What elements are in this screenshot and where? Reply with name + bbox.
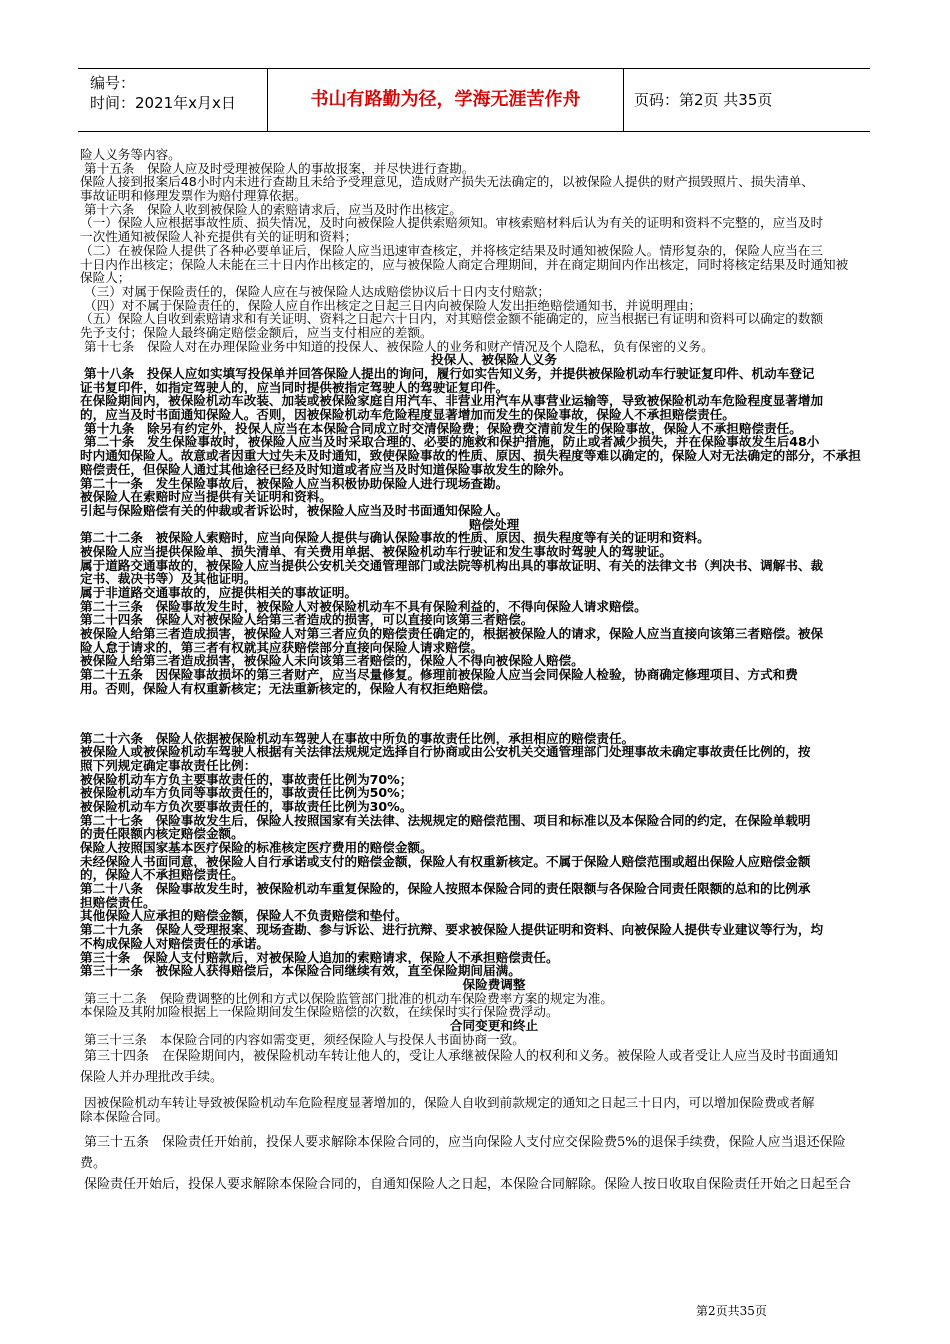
text-line: 第二十一条 发生保险事故后，被保险人应当积极协助保险人进行现场查勘。 bbox=[80, 476, 509, 491]
doc-number-label: 编号： bbox=[90, 74, 136, 92]
text-line: 第二十三条 保险事故发生时，被保险人对被保险机动车不具有保险利益的，不得向保险人请求赔偿。 bbox=[80, 599, 647, 614]
text-line: 的，保险人不承担赔偿责任。 bbox=[80, 868, 244, 883]
text-line: 第三十三条 本保险合同的内容如需变更，须经保险人与投保人书面协商一致。 bbox=[84, 1032, 525, 1047]
text-line: 第二十八条 保险事故发生时，被保险机动车重复保险的，保险人按照本保险合同的责任限额与各保险合同责任限额的总和的比例承 bbox=[80, 882, 811, 896]
text-line: 第三十二条 保险费调整的比例和方式以保险监管部门批准的机动车保险费率方案的规定为准。 bbox=[84, 991, 613, 1006]
text-line: 除本保险合同。 bbox=[80, 1110, 169, 1124]
text-line: 被保险机动车方负主要事故责任的，事故责任比例为70%； bbox=[80, 772, 413, 787]
text-line: 证书复印件，如指定驾驶人的，应当同时提供被指定驾驶人的驾驶证复印件。 bbox=[80, 380, 509, 395]
text-line: 被保险人应当提供保险单、损失清单、有关费用单据、被保险机动车行驶证和发生事故时驾驶人的驾驶证。 bbox=[80, 544, 672, 559]
text-line: （二）在被保险人提供了各种必要单证后，保险人应当迅速审查核定，并将核定结果及时通知被保险人。情形复杂的，保险人应当在三 bbox=[80, 243, 824, 258]
section-heading: 投保人、被保险人义务 bbox=[431, 353, 557, 367]
header-meta bbox=[78, 69, 268, 131]
text-line: 本保险及其附加险根据上一保险期间发生保险赔偿的次数，在续保时实行保险费浮动。 bbox=[80, 1005, 559, 1019]
section-heading: 合同变更和终止 bbox=[449, 1018, 539, 1033]
text-line: 被保险机动车方负次要事故责任的，事故责任比例为30%。 bbox=[80, 799, 413, 814]
text-line: （一）保险人应根据事故性质、损失情况，及时向被保险人提供索赔须知。审核索赔材料后认为有关的证明和资料不完整的，应当及时 bbox=[80, 216, 824, 231]
text-line: 的，应当及时书面通知保险人。否则，因被保险机动车危险程度显著增加而发生的保险事故，保险人不承担赔偿责任。 bbox=[80, 408, 735, 422]
text-line: 被保险人或被保险机动车驾驶人根据有关法律法规规定选择自行协商或由公安机关交通管理部门处理事故未确定事故责任比例的，按 bbox=[80, 745, 811, 759]
text-line: 因被保险机动车转让导致被保险机动车危险程度显著增加的，保险人自收到前款规定的通知之日起三十日内，可以增加保险费或者解 bbox=[84, 1096, 815, 1110]
text-line: 第二十五条 因保险事故损坏的第三者财产，应当尽量修复。修理前被保险人应当会同保险人检验，协商确定修理项目、方式和费 bbox=[80, 668, 798, 682]
text-line: 第十五条 保险人应及时受理被保险人的事故报案，并尽快进行查勘。 bbox=[84, 161, 475, 176]
text-line: （四）对不属于保险责任的，保险人应自作出核定之日起三日内向被保险人发出拒绝赔偿通知书，并说明理由； bbox=[84, 298, 702, 313]
header-table bbox=[78, 68, 870, 132]
section-gap bbox=[80, 696, 908, 732]
text-line: 的责任限额内核定赔偿金额。 bbox=[80, 827, 244, 841]
text-line: 险人怠于请求的，第三者有权就其应获赔偿部分直接向保险人请求赔偿。 bbox=[80, 640, 483, 655]
text-line: 引起与保险赔偿有关的仲裁或者诉讼时，被保险人应当及时书面通知保险人。 bbox=[80, 503, 509, 518]
text-line: 第二十条 发生保险事故时，被保险人应当及时采取合理的、必要的施救和保护措施，防止或者减少损失，并在保险事故发生后48小 bbox=[84, 435, 820, 450]
text-line: 被保险人给第三者造成损害，被保险人未向该第三者赔偿的，保险人不得向被保险人赔偿。 bbox=[80, 654, 584, 669]
text-line: 担赔偿责任。 bbox=[80, 895, 156, 910]
text-line: 一次性通知被保险人补充提供有关的证明和资料； bbox=[80, 230, 358, 244]
text-line: 保险人； bbox=[80, 271, 131, 285]
text-line: 保险人按照国家基本医疗保险的标准核定医疗费用的赔偿金额。 bbox=[80, 841, 433, 855]
text-line: 时内通知保险人。故意或者因重大过失未及时通知，致使保险事故的性质、原因、损失程度等难以确定的，保险人对无法确定的部分，不承担 bbox=[80, 449, 861, 463]
text-line: 第二十六条 保险人依据被保险机动车驾驶人在事故中所负的事故责任比例，承担相应的赔偿责任。 bbox=[80, 731, 635, 746]
text-line: 未经保险人书面同意，被保险人自行承诺或支付的赔偿金额，保险人有权重新核定。不属于保险人赔偿范围或超出保险人应赔偿金额 bbox=[80, 854, 811, 869]
text-line: 赔偿责任，但保险人通过其他途径已经及时知道或者应当及时知道保险事故发生的除外。 bbox=[80, 462, 572, 477]
text-line: 第二十七条 保险事故发生后，保险人按照国家有关法律、法规规定的赔偿范围、项目和标准以及本保险合同的约定，在保险单载明 bbox=[80, 813, 811, 828]
text-line: 先予支付；保险人最终确定赔偿金额后，应当支付相应的差额。 bbox=[80, 325, 433, 340]
text-line: 属于道路交通事故的，被保险人应当提供公安机关交通管理部门或法院等机构出具的事故证明、有关的法律文书（判决书、调解书、裁 bbox=[80, 558, 824, 573]
text-line: 十日内作出核定；保险人未能在三十日内作出核定的，应与被保险人商定合理期间，并在商定期间内作出核定，同时将核定结果及时通知被 bbox=[80, 257, 849, 272]
text-line: 其他保险人应承担的赔偿金额，保险人不负责赔偿和垫付。 bbox=[80, 909, 408, 924]
text-line: 事故证明和修理发票作为赔付理算依据。 bbox=[80, 189, 307, 203]
text-line: 第十六条 保险人收到被保险人的索赔请求后，应当及时作出核定。 bbox=[84, 202, 462, 217]
text-line: 费。 bbox=[80, 1155, 107, 1171]
text-line: 第三十条 保险人支付赔款后，对被保险人追加的索赔请求，保险人不承担赔偿责任。 bbox=[80, 950, 559, 965]
text-line: 第三十一条 被保险人获得赔偿后，本保险合同继续有效，直至保险期间届满。 bbox=[80, 964, 521, 978]
text-line: 险人义务等内容。 bbox=[80, 148, 181, 162]
doc-time-label: 时间：2021年x月x日 bbox=[90, 94, 236, 112]
section-heading: 保险费调整 bbox=[462, 977, 526, 992]
text-line: 照下列规定确定事故责任比例： bbox=[80, 758, 257, 773]
text-line: 第十七条 保险人对在办理保险业务中知道的投保人、被保险人的业务和财产情况及个人隐私，负有保密的义务。 bbox=[84, 339, 714, 354]
paragraph-gap bbox=[80, 1124, 908, 1132]
text-line: 属于非道路交通事故的，应提供相关的事故证明。 bbox=[80, 586, 358, 600]
text-line: 第十八条 投保人应如实填写投保单并回答保险人提出的询问，履行如实告知义务，并提供被保险机动车行驶证复印件、机动车登记 bbox=[84, 367, 815, 381]
paragraph-gap bbox=[80, 1088, 908, 1096]
text-line: 保险人并办理批改手续。 bbox=[80, 1070, 224, 1086]
text-line: 被保险机动车方负同等事故责任的，事故责任比例为50%； bbox=[80, 786, 413, 800]
header-page-number: 页码：第2页 共35页 bbox=[634, 91, 773, 109]
document-body bbox=[80, 148, 908, 1195]
text-line: 定书、裁决书等）及其他证明。 bbox=[80, 572, 257, 586]
text-line: 第二十四条 保险人对被保险人给第三者造成的损害，可以直接向该第三者赔偿。 bbox=[80, 613, 534, 628]
text-line: 第二十九条 保险人受理报案、现场查勘、参与诉讼、进行抗辩、要求被保险人提供证明和资料、向被保险人提供专业建议等行为，均 bbox=[80, 923, 824, 937]
text-line: 第三十四条 在保险期间内，被保险机动车转让他人的，受让人承继被保险人的权利和义务。被保险人或者受让人应当及时书面通知 bbox=[84, 1049, 839, 1065]
text-line: 不构成保险人对赔偿责任的承诺。 bbox=[80, 936, 269, 951]
header-motto: 书山有路勤为径，学海无涯苦作舟 bbox=[268, 69, 624, 131]
text-line: （五）保险人自收到索赔请求和有关证明、资料之日起六十日内，对其赔偿金额不能确定的，应当根据已有证明和资料可以确定的数额 bbox=[80, 312, 824, 326]
text-line: 第三十五条 保险责任开始前，投保人要求解除本保险合同的，应当向保险人支付应交保险费5%的退保手续费，保险人应当退还保险 bbox=[84, 1134, 846, 1150]
text-line: 被保险人在索赔时应当提供有关证明和资料。 bbox=[80, 490, 332, 504]
text-line: 第十九条 除另有约定外，投保人应当在本保险合同成立时交清保险费；保险费交清前发生的保险事故，保险人不承担赔偿责任。 bbox=[84, 421, 802, 436]
text-line: 被保险人给第三者造成损害，被保险人对第三者应负的赔偿责任确定的，根据被保险人的请求，保险人应当直接向该第三者赔偿。被保 bbox=[80, 627, 824, 641]
text-line: 保险人接到报案后48小时内未进行查勘且未给予受理意见，造成财产损失无法确定的，以被保险人提供的财产损毁照片、损失清单、 bbox=[80, 175, 814, 190]
footer-page-number: 第2页共35页 bbox=[696, 1304, 767, 1318]
text-line: 用。否则，保险人有权重新核定；无法重新核定的，保险人有权拒绝赔偿。 bbox=[80, 681, 496, 696]
section-heading: 赔偿处理 bbox=[468, 517, 520, 532]
text-line: 第二十二条 被保险人索赔时，应当向保险人提供与确认保险事故的性质、原因、损失程度等有关的证明和资料。 bbox=[80, 531, 710, 545]
text-line: （三）对属于保险责任的，保险人应在与被保险人达成赔偿协议后十日内支付赔款； bbox=[84, 284, 550, 299]
text-line: 在保险期间内，被保险机动车改装、加装或被保险家庭自用汽车、非营业用汽车从事营业运输等，导致被保险机动车危险程度显著增加 bbox=[80, 394, 824, 409]
text-line: 保险责任开始后，投保人要求解除本保险合同的，自通知保险人之日起，本保险合同解除。保险人按日收取自保险责任开始之日起至合 bbox=[84, 1176, 852, 1192]
